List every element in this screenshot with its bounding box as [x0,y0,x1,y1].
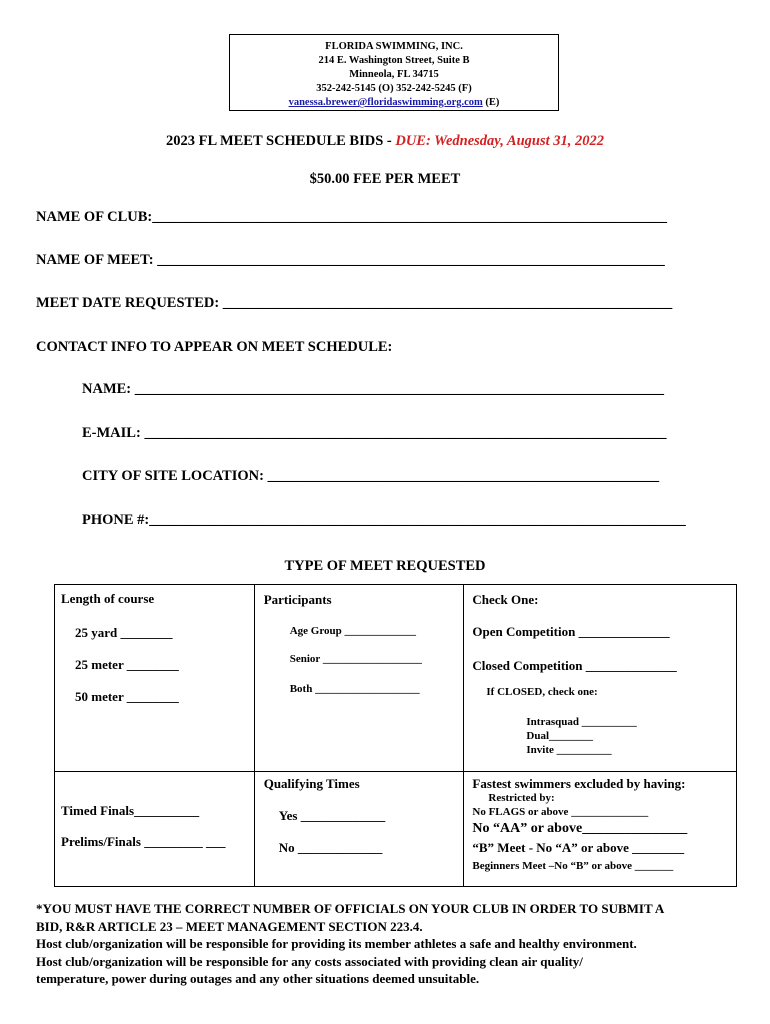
intrasquad-option[interactable]: Intrasquad __________ [526,716,637,728]
footer-line-2: BID, R&R ARTICLE 23 – MEET MANAGEMENT SECTION 223.4. [36,918,423,934]
b-meet-option[interactable]: “B” Meet - No “A” or above ________ [472,840,685,855]
meet-type-heading: TYPE OF MEET REQUESTED [284,558,486,574]
site-city-label: CITY OF SITE LOCATION: [82,468,264,484]
qualifying-no-option[interactable]: No _____________ [278,840,383,855]
contact-email-field[interactable]: E-MAIL: ________________________________________________________________________ [82,425,667,441]
no-flags-option[interactable]: No FLAGS or above ______________ [472,806,649,818]
no-aa-option[interactable]: No “AA” or above_______________ [472,821,688,836]
intrasquad-label: Intrasquad [526,716,579,728]
contact-name-label: NAME: [82,381,132,397]
both-label: Both [289,683,313,695]
course-50-meter-label: 50 meter [75,689,124,704]
open-competition-label: Open Competition [472,624,576,639]
invite-option[interactable]: Invite __________ [526,744,612,756]
closed-competition-label: Closed Competition [472,658,583,673]
restricted-by-label: Restricted by: [488,792,555,804]
participants-header: Participants [263,592,332,607]
b-meet-label: “B” Meet - No “A” or above [472,840,629,855]
due-date: DUE: Wednesday, August 31, 2022 [395,133,605,149]
footer-line-4: Host club/organization will be responsible for any costs associated with providing clean air quality/ [36,953,583,969]
qualifying-yes-option[interactable]: Yes _____________ [278,808,386,823]
course-25-yard-option[interactable]: 25 yard ________ [75,625,173,640]
prelims-finals-option[interactable]: Prelims/Finals _________ ___ [61,834,226,849]
beginners-meet-label: Beginners Meet –No “B” or above [472,860,632,872]
club-name-label: NAME OF CLUB: [36,209,153,225]
organization-address-box [229,34,559,111]
org-city: Minneola, FL 34715 [349,69,439,80]
footer-line-5: temperature, power during outages and any other situations deemed unsuitable. [36,971,480,986]
qualifying-yes-label: Yes [278,808,298,823]
meet-date-label: MEET DATE REQUESTED: [36,295,220,311]
qualifying-times-cell [254,772,464,887]
contact-email-label: E-MAIL: [82,425,141,441]
course-25-meter-option[interactable]: 25 meter ________ [75,657,179,672]
no-aa-label: No “AA” or above [472,821,583,836]
course-header: Length of course [61,591,155,606]
org-email-link[interactable]: vanessa.brewer@floridaswimming.org.com [288,97,483,108]
dual-label: Dual [526,730,550,742]
footer-line-1: *YOU MUST HAVE THE CORRECT NUMBER OF OFFICIALS ON YOUR CLUB IN ORDER TO SUBMIT A [36,901,665,916]
if-closed-note: If CLOSED, check one: [486,686,598,698]
org-phones: 352-242-5145 (O) 352-242-5245 (F) [316,83,472,94]
org-street: 214 E. Washington Street, Suite B [318,55,470,66]
contact-info-heading: CONTACT INFO TO APPEAR ON MEET SCHEDULE: [36,339,393,355]
dual-option[interactable]: Dual________ [526,730,594,742]
contact-phone-field[interactable]: PHONE #:__________________________________________________________________________ [82,512,686,528]
excluded-header: Fastest swimmers excluded by having: [472,776,686,791]
meet-name-field[interactable]: NAME OF MEET: ______________________________________________________________________ [36,252,665,268]
org-name: FLORIDA SWIMMING, INC. [325,41,463,52]
course-length-cell [55,585,255,772]
competition-type-cell [464,585,737,772]
meet-name-label: NAME OF MEET: [36,252,154,268]
prelims-finals-label: Prelims/Finals [61,834,141,849]
course-25-meter-label: 25 meter [75,657,124,672]
course-25-yard-label: 25 yard [75,625,118,640]
open-competition-option[interactable]: Open Competition ______________ [472,624,670,639]
timed-finals-label: Timed Finals [61,803,135,818]
qualifying-times-header: Qualifying Times [263,776,360,791]
footer-line-3: Host club/organization will be responsible for providing its member athletes a safe and healthy environment. [36,936,637,951]
contact-name-field[interactable]: NAME: _________________________________________________________________________ [82,381,665,397]
participants-cell [254,585,464,772]
footer-notes [36,900,736,988]
excluded-swimmers-cell [464,772,737,887]
age-group-label: Age Group [289,625,342,637]
meet-type-table [54,584,737,887]
closed-competition-option[interactable]: Closed Competition ______________ [472,658,677,673]
check-one-header: Check One: [472,592,539,607]
fee-line: $50.00 FEE PER MEET [309,171,461,187]
qualifying-no-label: No [278,840,295,855]
page-title [0,133,770,150]
no-flags-label: No FLAGS or above [472,806,569,818]
org-email-suffix: (E) [482,97,500,108]
participants-senior-option[interactable]: Senior __________________ [289,653,422,665]
senior-label: Senior [289,653,321,665]
finals-format-cell [55,772,255,887]
title-main: 2023 FL MEET SCHEDULE BIDS - [165,133,396,149]
timed-finals-option[interactable]: Timed Finals__________ [61,803,200,818]
site-city-field[interactable]: CITY OF SITE LOCATION: ______________________________________________________ [82,468,660,484]
course-50-meter-option[interactable]: 50 meter ________ [75,689,179,704]
contact-phone-label: PHONE #: [82,512,150,528]
meet-date-field[interactable]: MEET DATE REQUESTED: ______________________________________________________________ [36,295,673,311]
participants-both-option[interactable]: Both ___________________ [289,683,420,695]
club-name-field[interactable]: NAME OF CLUB:_______________________________________________________________________ [36,209,668,225]
beginners-meet-option[interactable]: Beginners Meet –No “B” or above _______ [472,860,674,872]
participants-age-group-option[interactable]: Age Group _____________ [289,625,417,637]
invite-label: Invite [526,744,554,756]
org-email-line [230,96,558,110]
